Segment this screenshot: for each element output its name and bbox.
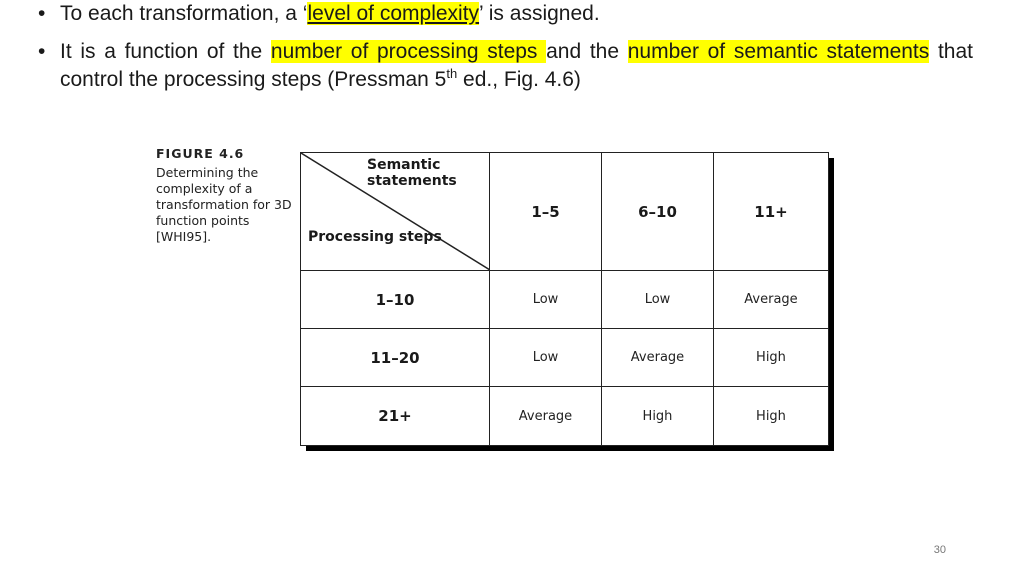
table-cell: Low xyxy=(602,271,714,329)
table-cell: Average xyxy=(714,271,829,329)
bullet2-text-post: that control the processing steps (Pressman 5 xyxy=(60,40,973,91)
table-cell: High xyxy=(714,329,829,387)
row-header: 21+ xyxy=(301,387,490,446)
bullet-function-of-steps xyxy=(28,38,973,94)
bullet2-text-mid: and the xyxy=(546,40,628,63)
table-cell: High xyxy=(714,387,829,446)
row-header: 1–10 xyxy=(301,271,490,329)
complexity-table-figure xyxy=(300,152,828,445)
complexity-table xyxy=(300,152,829,446)
corner-label-processing-steps: Processing steps xyxy=(308,229,442,245)
slide-bullets xyxy=(28,0,973,94)
bullet-level-of-complexity xyxy=(28,0,973,28)
bullet1-text-post: ’ is assigned. xyxy=(479,2,600,25)
table-row xyxy=(301,271,829,329)
bullet1-text-pre: To each transformation, a ‘ xyxy=(60,2,308,25)
figure-label: FIGURE 4.6 xyxy=(156,146,245,161)
table-row xyxy=(301,387,829,446)
bullet2-highlight-semantic-statements: number of semantic statements xyxy=(627,40,930,63)
bullet-dot: • xyxy=(38,2,46,25)
figure-caption-text: Determining the complexity of a transformation for 3D function points [WHI95]. xyxy=(156,165,292,244)
table-cell: Low xyxy=(490,329,602,387)
bullet2-superscript: th xyxy=(446,66,458,81)
table-cell: High xyxy=(602,387,714,446)
table-corner-cell xyxy=(301,153,490,271)
table-header-row xyxy=(301,153,829,271)
bullet1-highlighted-term: level of complexity xyxy=(307,2,480,25)
table-cell: Low xyxy=(490,271,602,329)
column-header: 6–10 xyxy=(602,153,714,271)
bullet2-text-end: ed., Fig. 4.6) xyxy=(457,68,581,91)
bullet2-highlight-processing-steps: number of processing steps xyxy=(270,40,547,63)
page-number: 30 xyxy=(933,544,946,556)
bullet2-text-pre: It is a function of the xyxy=(60,40,271,63)
figure-caption xyxy=(156,146,296,245)
bullet-dot: • xyxy=(38,40,46,63)
row-header: 11–20 xyxy=(301,329,490,387)
table-cell: Average xyxy=(490,387,602,446)
column-header: 11+ xyxy=(714,153,829,271)
corner-label-semantic-statements: Semantic statements xyxy=(367,157,457,189)
column-header: 1–5 xyxy=(490,153,602,271)
table-row xyxy=(301,329,829,387)
table-cell: Average xyxy=(602,329,714,387)
